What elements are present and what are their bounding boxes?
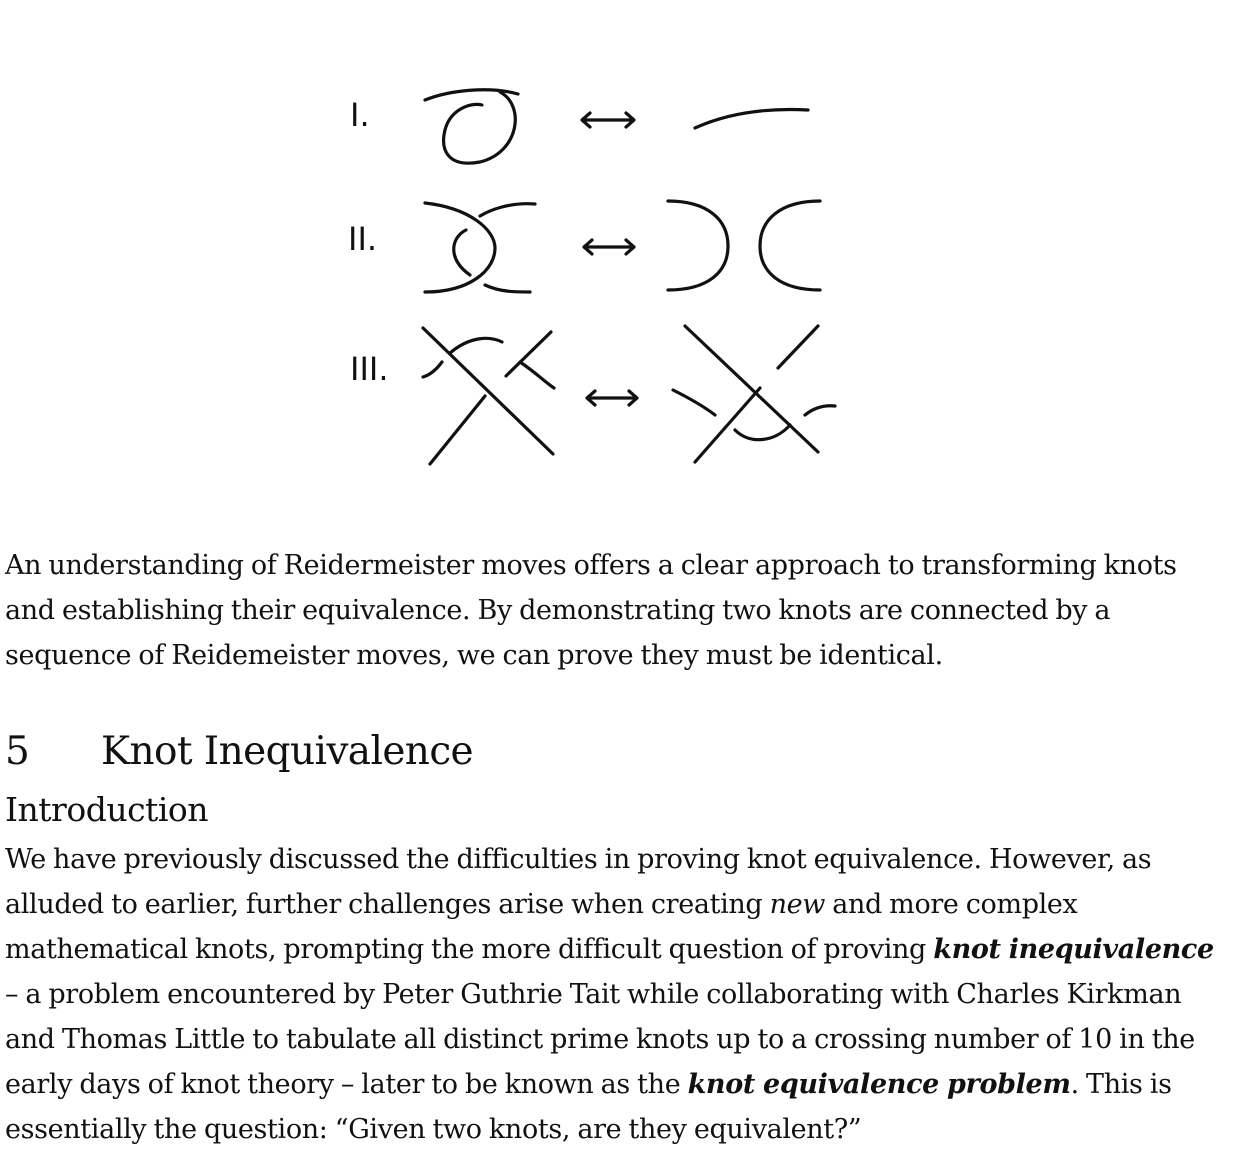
paragraph2-text-3: – a problem encountered by Peter Guthrie Tait while collaborating with Charles Kirkman and Thomas Little to tabulate all distinct prime knots up to a crossing number of 10 in the early days of knot theory – later to be known as the: [5, 979, 1195, 1100]
term-knot-equivalence-problem: knot equivalence problem: [687, 1069, 1071, 1100]
emphasis-new: new: [769, 889, 825, 920]
move-1-left-twist: [425, 90, 518, 163]
paragraph2-text-4: . This is essentially the question: “Given two knots, are they equivalent?”: [5, 1069, 1172, 1145]
move-3-right-crossing: [673, 326, 835, 462]
section-title: Knot Inequivalence: [101, 729, 474, 774]
paragraph-knot-inequivalence-intro: [5, 837, 1220, 1152]
reidemeister-moves-figure: [330, 70, 850, 470]
move-1-arrow: [582, 113, 634, 127]
move-2-left-crossing: [425, 203, 535, 292]
term-knot-inequivalence: knot inequivalence: [933, 934, 1214, 965]
move-2-right-strands: [668, 201, 820, 290]
section-number: 5: [5, 729, 30, 774]
move-label-1: I.: [350, 96, 370, 134]
section-heading: [5, 724, 473, 780]
move-3-arrow: [587, 391, 637, 405]
move-1-right-strand: [695, 110, 808, 128]
paragraph-reidemeister-summary: An understanding of Reidermeister moves offers a clear approach to transforming knots and establishing their equivalence. By demonstrating two knots are connected by a sequence of Reidemeister moves, we can prove they must be identical.: [5, 550, 1177, 671]
move-2-arrow: [584, 240, 634, 254]
move-label-2: II.: [348, 220, 378, 258]
paragraph2-text-2: and more complex mathematical knots, prompting the more difficult question of proving: [5, 889, 1078, 965]
reidemeister-diagram: [330, 70, 850, 470]
move-3-left-crossing: [423, 328, 554, 464]
subsection-heading: Introduction: [5, 790, 208, 829]
paragraph2-text-1: We have previously discussed the difficulties in proving knot equivalence. However, as alluded to earlier, further challenges arise when creating: [5, 844, 1152, 920]
move-label-3: III.: [350, 350, 389, 388]
